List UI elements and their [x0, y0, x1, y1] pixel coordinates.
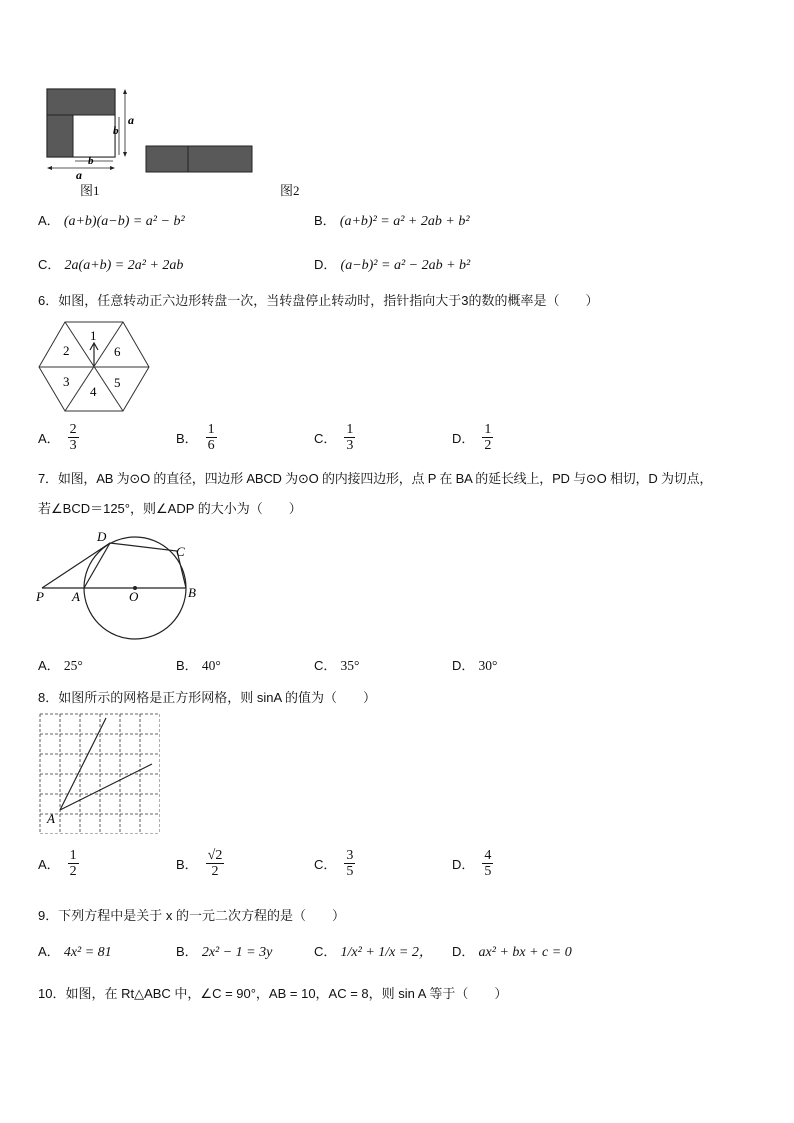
- q7-stem-line1: 7．如图，AB 为⊙O 的直径，四边形 ABCD 为⊙O 的内接四边形，点 P 在 BA 的延长线上，PD 与⊙O 相切，D 为切点，: [38, 471, 713, 486]
- q8-option-d[interactable]: D． $\frac{4}{5}$: [452, 848, 492, 879]
- q9-option-a[interactable]: A． 4x² = 81: [38, 944, 112, 960]
- q7-option-a[interactable]: A． 25°: [38, 658, 83, 673]
- fraction: $\frac{1}{2}$: [69, 848, 77, 879]
- q8-option-a[interactable]: A． $\frac{1}{2}$: [38, 848, 77, 879]
- fraction: $\frac{1}{6}$: [207, 422, 215, 453]
- q7-option-c[interactable]: C． 35°: [314, 658, 360, 673]
- q7-option-d[interactable]: D． 30°: [452, 658, 498, 673]
- q7-stem-line2: 若∠BCD＝125°，则∠ADP 的大小为（ ）: [38, 501, 302, 516]
- q5-fig2-caption: 图2: [280, 183, 300, 198]
- fraction: $\frac{2}{3}$: [69, 422, 77, 453]
- q8-stem: 8．如图所示的网格是正方形网格，则 sinA 的值为（ ）: [38, 690, 377, 705]
- fraction: $\frac{√2}{2}$: [207, 848, 223, 879]
- q6-option-a[interactable]: A． $\frac{2}{3}$: [38, 422, 77, 453]
- point-A: A: [72, 589, 80, 604]
- q6-option-d[interactable]: D． $\frac{1}{2}$: [452, 422, 492, 453]
- q9-option-c[interactable]: C． 1/x² + 1/x = 2，: [314, 944, 433, 960]
- q8-option-c[interactable]: C． $\frac{3}{5}$: [314, 848, 354, 879]
- point-O: O: [129, 589, 139, 604]
- point-A: A: [47, 811, 55, 826]
- q10-stem: 10．如图，在 Rt△ABC 中，∠C = 90°，AB = 10，AC = 8，则 sin A 等于（ ）: [38, 986, 508, 1001]
- q5-figure-2: [144, 144, 256, 174]
- q7-option-b[interactable]: B． 40°: [176, 658, 221, 673]
- fraction: $\frac{4}{5}$: [484, 848, 492, 879]
- point-D: D: [97, 529, 107, 544]
- sector-1-label: 1: [90, 328, 97, 343]
- sector-2-label: 2: [63, 343, 70, 358]
- q5-option-c[interactable]: C． 2a(a+b) = 2a² + 2ab: [38, 257, 184, 273]
- q9-stem: 9．下列方程中是关于 x 的一元二次方程的是（ ）: [38, 908, 345, 923]
- fraction: $\frac{3}{5}$: [346, 848, 354, 879]
- q5-figure-1: [40, 84, 140, 182]
- q6-option-b[interactable]: B． $\frac{1}{6}$: [176, 422, 215, 453]
- q5-option-b[interactable]: B． (a+b)² = a² + 2ab + b²: [314, 213, 470, 229]
- q8-grid-figure: [36, 710, 160, 834]
- q9-option-b[interactable]: B． 2x² − 1 = 3y: [176, 944, 273, 960]
- sector-6-label: 6: [114, 344, 121, 359]
- label-a-horiz: a: [76, 168, 82, 182]
- q9-option-d[interactable]: D． ax² + bx + c = 0: [452, 944, 572, 960]
- sector-3-label: 3: [63, 374, 70, 389]
- label-a-vert: a: [128, 113, 134, 127]
- label-b-vert: b: [113, 125, 119, 137]
- q6-stem: 6．如图，任意转动正六边形转盘一次，当转盘停止转动时，指针指向大于3的数的概率是（ ）: [38, 293, 599, 308]
- q8-option-b[interactable]: B． $\frac{√2}{2}$: [176, 848, 223, 879]
- q5-option-d[interactable]: D． (a−b)² = a² − 2ab + b²: [314, 257, 471, 273]
- point-C: C: [176, 544, 185, 559]
- q6-hexagon-spinner: [36, 320, 152, 414]
- fraction: $\frac{1}{2}$: [484, 422, 492, 453]
- q7-circle-figure: [34, 528, 206, 640]
- sector-5-label: 5: [114, 375, 121, 390]
- label-b-horiz: b: [88, 155, 94, 167]
- q5-fig1-caption: 图1: [80, 183, 100, 198]
- point-B: B: [188, 585, 196, 600]
- sector-4-label: 4: [90, 384, 97, 399]
- q6-option-c[interactable]: C． $\frac{1}{3}$: [314, 422, 354, 453]
- point-P: P: [36, 589, 44, 604]
- fraction: $\frac{1}{3}$: [346, 422, 354, 453]
- q5-option-a[interactable]: A． (a+b)(a−b) = a² − b²: [38, 213, 185, 229]
